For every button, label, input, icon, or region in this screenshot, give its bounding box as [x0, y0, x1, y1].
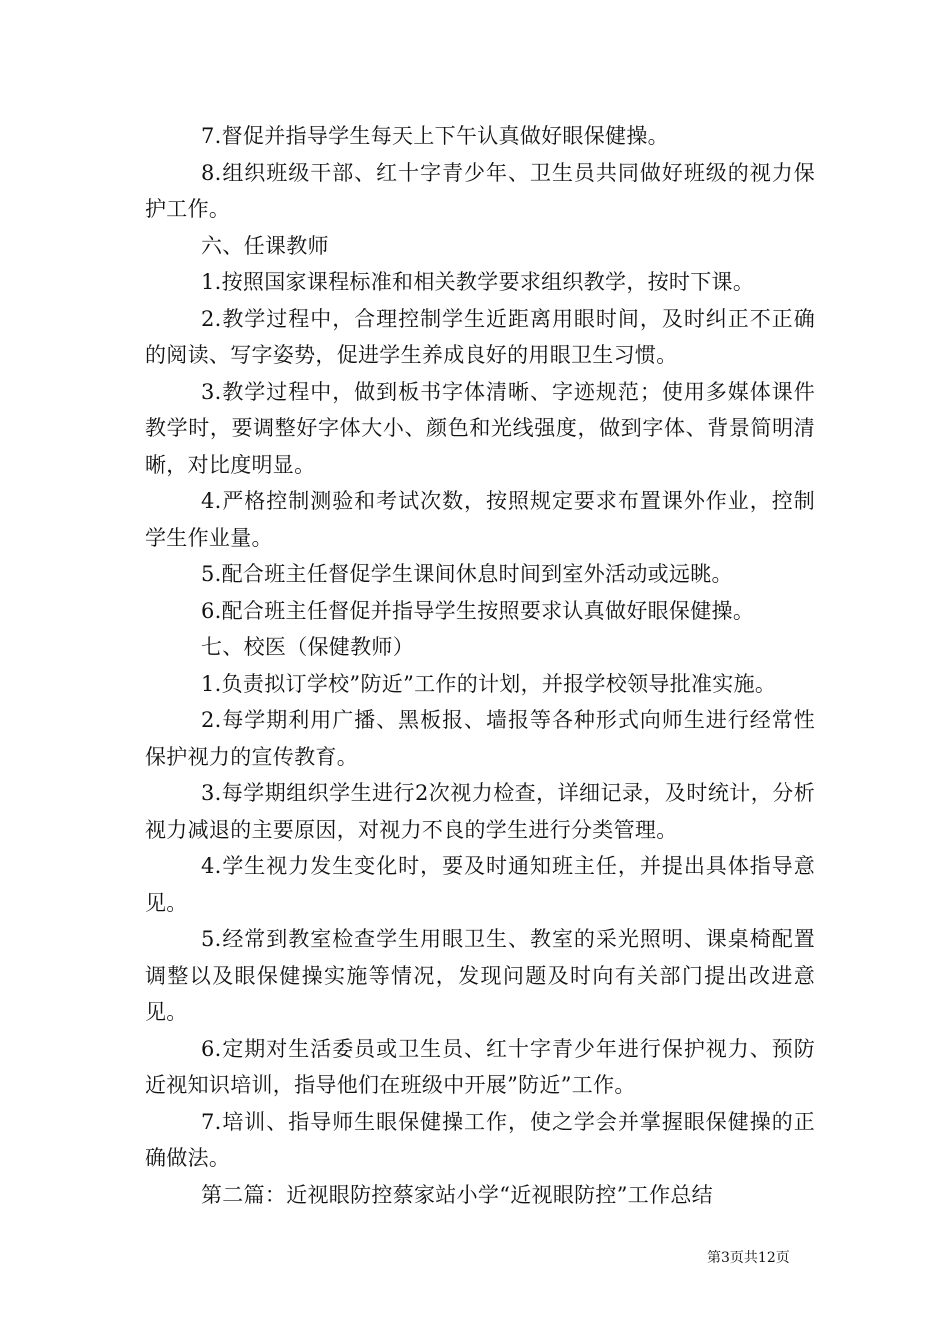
document-body	[145, 118, 815, 1213]
list-item: 7.督促并指导学生每天上下午认真做好眼保健操。	[201, 124, 669, 148]
list-item: 3.教学过程中，做到板书字体清晰、字迹规范；使用多媒体课件教学时，要调整好字体大小、颜色和光线强度，做到字体、背景简明清晰，对比度明显。	[145, 379, 815, 477]
list-item: 5.经常到教室检查学生用眼卫生、教室的采光照明、课桌椅配置调整以及眼保健操实施等情况，发现问题及时向有关部门提出改进意见。	[145, 927, 815, 1024]
section-heading: 第二篇：近视眼防控蔡家站小学“近视眼防控”工作总结	[201, 1182, 713, 1207]
list-item: 1.按照国家课程标准和相关教学要求组织教学，按时下课。	[201, 270, 755, 294]
section-heading: 六、任课教师	[201, 233, 329, 258]
list-item: 2.每学期利用广播、黑板报、墙报等各种形式向师生进行经常性保护视力的宣传教育。	[145, 708, 815, 769]
page-number: 第3页共12页	[707, 1250, 790, 1266]
section-heading: 七、校医（保健教师）	[201, 635, 414, 659]
list-item: 4.学生视力发生变化时，要及时通知班主任，并提出具体指导意见。	[145, 854, 815, 915]
list-item: 4.严格控制测验和考试次数，按照规定要求布置课外作业，控制学生作业量。	[145, 489, 815, 550]
list-item: 6.定期对生活委员或卫生员、红十字青少年进行保护视力、预防近视知识培训，指导他们在班级中开展”防近”工作。	[145, 1036, 815, 1097]
list-item: 2.教学过程中，合理控制学生近距离用眼时间，及时纠正不正确的阅读、写字姿势，促进学生养成良好的用眼卫生习惯。	[145, 306, 815, 367]
list-item: 1.负责拟订学校”防近”工作的计划，并报学校领导批准实施。	[201, 671, 777, 696]
list-item: 8.组织班级干部、红十字青少年、卫生员共同做好班级的视力保护工作。	[145, 160, 815, 221]
list-item: 6.配合班主任督促并指导学生按照要求认真做好眼保健操。	[201, 598, 755, 623]
list-item: 5.配合班主任督促学生课间休息时间到室外活动或远眺。	[201, 562, 733, 586]
list-item: 3.每学期组织学生进行2次视力检查，详细记录，及时统计，分析视力减退的主要原因，对视力不良的学生进行分类管理。	[145, 781, 815, 842]
list-item: 7.培训、指导师生眼保健操工作，使之学会并掌握眼保健操的正确做法。	[145, 1109, 815, 1170]
